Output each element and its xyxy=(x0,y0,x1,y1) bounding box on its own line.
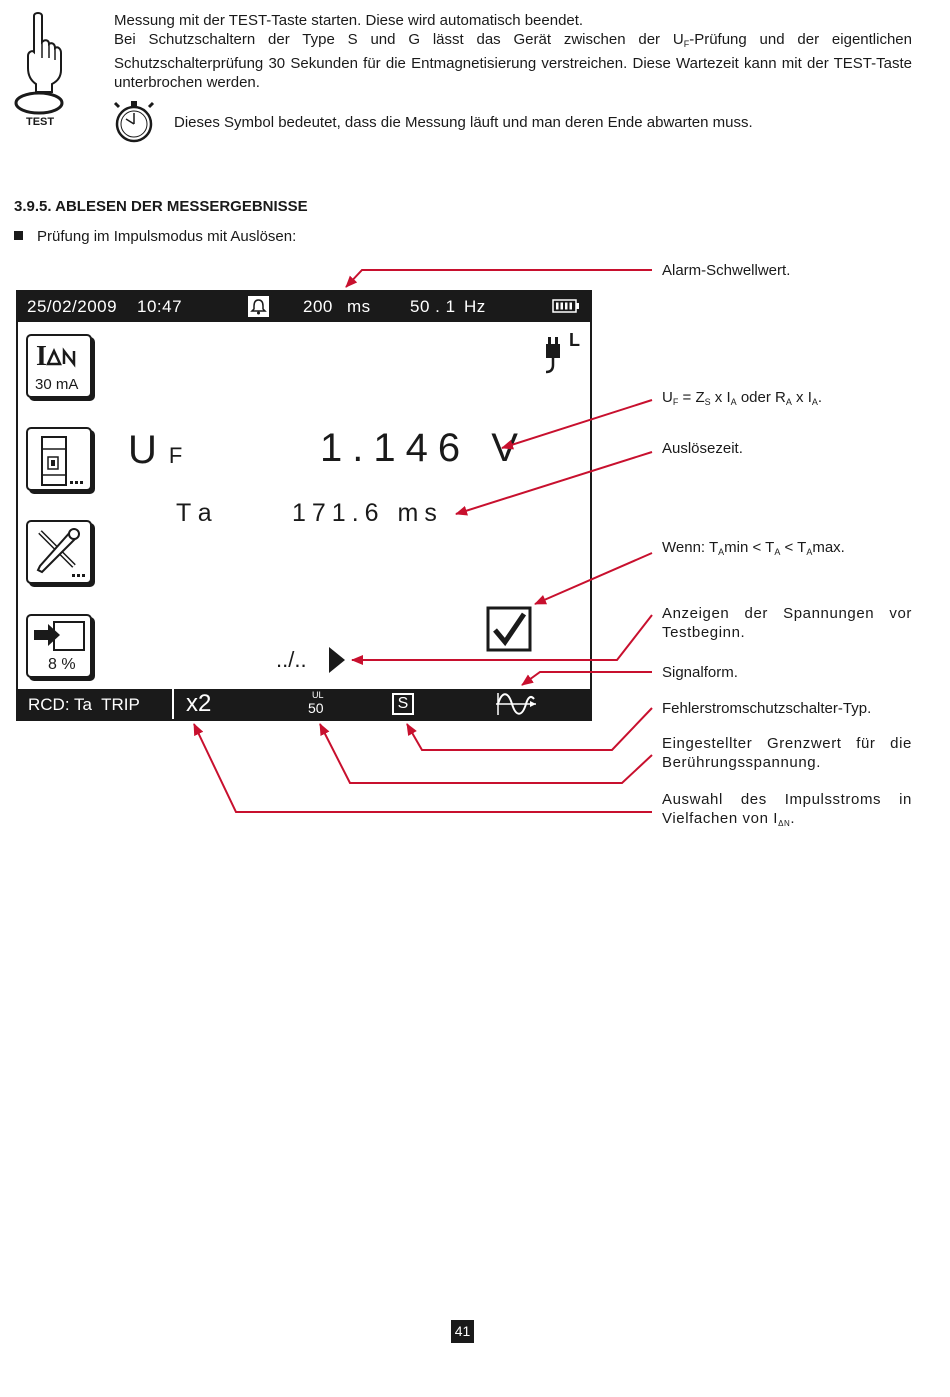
storage-percent: 8 % xyxy=(48,656,76,673)
alarm-unit: ms xyxy=(347,297,371,316)
uf-formula-r: oder R xyxy=(736,389,786,406)
ul-label: UL xyxy=(312,690,324,700)
uf-formula-i2: x I xyxy=(791,389,812,406)
pulse-end: . xyxy=(790,810,796,827)
callout-uf-formula: $U_F = Z_S$ x $I_A$ oder $R_A$ x $I_A$. xyxy=(662,389,823,407)
pager-text: ../.. xyxy=(276,647,307,672)
cond-d: max. xyxy=(812,539,845,556)
frequency-value: 50 . 1 xyxy=(410,297,456,316)
callout-signal: Signalform. xyxy=(662,664,738,681)
intro-line-1: Messung mit der TEST-Taste starten. Diese wird automatisch beendet. xyxy=(114,12,584,29)
plug-label: L xyxy=(569,330,580,350)
arrow-voltages xyxy=(352,615,652,660)
uf-formula-sub-a2: A xyxy=(785,397,792,407)
arrow-signal xyxy=(522,672,652,685)
cond-sub-3: A xyxy=(806,547,813,557)
screen-time: 10:47 xyxy=(137,297,183,316)
ta-label: T a xyxy=(176,499,212,527)
ian-current-value: 30 mA xyxy=(35,376,79,393)
arrow-alarm xyxy=(346,270,652,287)
arrow-limit xyxy=(320,724,652,783)
uf-label-sub: F xyxy=(168,443,183,468)
arrow-trip-time xyxy=(456,452,652,514)
callout-pulse xyxy=(662,790,912,833)
callout-rcd-type: Fehlerstromschutzschalter-Typ. xyxy=(662,700,872,717)
intro-line-2b: -Prüfung und der eigentlichen Schutzschalterprüfung 30 Sekunden für die Entmagnetisierung verstreichen. Diese Wartezeit kann mit der TEST-Taste unterbrochen werden. xyxy=(114,31,912,91)
intro-sub-f: F xyxy=(683,39,690,49)
mode-label: RCD: Ta TRIP xyxy=(28,695,140,714)
pulse-text: Auswahl des Impulsstroms in Vielfachen von I xyxy=(662,791,912,827)
section-title: 3.9.5. ABLESEN DER MESSERGEBNISSE xyxy=(14,198,308,215)
callout-condition xyxy=(662,538,912,562)
callout-alarm: Alarm-Schwellwert. xyxy=(662,262,791,279)
uf-value: 1.146 V xyxy=(320,426,528,470)
uf-formula-i1: x I xyxy=(710,389,731,406)
bullet-text: Prüfung im Impulsmodus mit Auslösen: xyxy=(37,228,297,245)
uf-formula-sub-f: F xyxy=(672,397,679,407)
rcd-type-value: S xyxy=(397,695,409,712)
cond-a: Wenn: T xyxy=(662,539,719,556)
alarm-value: 200 xyxy=(303,297,333,316)
uf-label-main: U xyxy=(128,428,157,472)
ul-value: 50 xyxy=(308,700,324,716)
screen-date: 25/02/2009 xyxy=(27,297,118,316)
callout-trip-time: Auslösezeit. xyxy=(662,440,743,457)
arrow-pulse xyxy=(194,724,652,812)
cond-c: < T xyxy=(780,539,807,556)
cond-b: min < T xyxy=(724,539,775,556)
test-label: TEST xyxy=(26,116,55,128)
uf-formula-sub-a3: A xyxy=(811,397,818,407)
cond-sub-2: A xyxy=(774,547,781,557)
svg-text:I: I xyxy=(36,341,47,372)
frequency-unit: Hz xyxy=(464,297,486,316)
uf-formula-z: = Z xyxy=(678,389,705,406)
stopwatch-description: Dieses Symbol bedeutet, dass die Messung läuft und man deren Ende abwarten muss. xyxy=(174,114,753,131)
intro-line-2a: Bei Schutzschaltern der Type S und G lässt das Gerät zwischen der U xyxy=(114,31,684,48)
uf-formula-u: U xyxy=(662,389,673,406)
arrow-uf xyxy=(502,400,652,448)
uf-formula-sub-a1: A xyxy=(730,397,737,407)
uf-formula-sub-s: S xyxy=(704,397,711,407)
pulse-sub: ΔN xyxy=(778,819,791,828)
callout-limit: Eingestellter Grenzwert für die Berührungsspannung. xyxy=(662,735,912,771)
multiplier-value[interactable]: x2 xyxy=(186,690,212,717)
page-number: 41 xyxy=(451,1320,474,1343)
arrow-condition xyxy=(535,553,652,604)
arrow-rcd-type xyxy=(407,708,652,750)
ta-value: 171.6 ms xyxy=(292,499,443,527)
callout-voltages: Anzeigen der Spannungen vor Testbeginn. xyxy=(662,605,912,641)
cond-sub-1: A xyxy=(718,547,725,557)
